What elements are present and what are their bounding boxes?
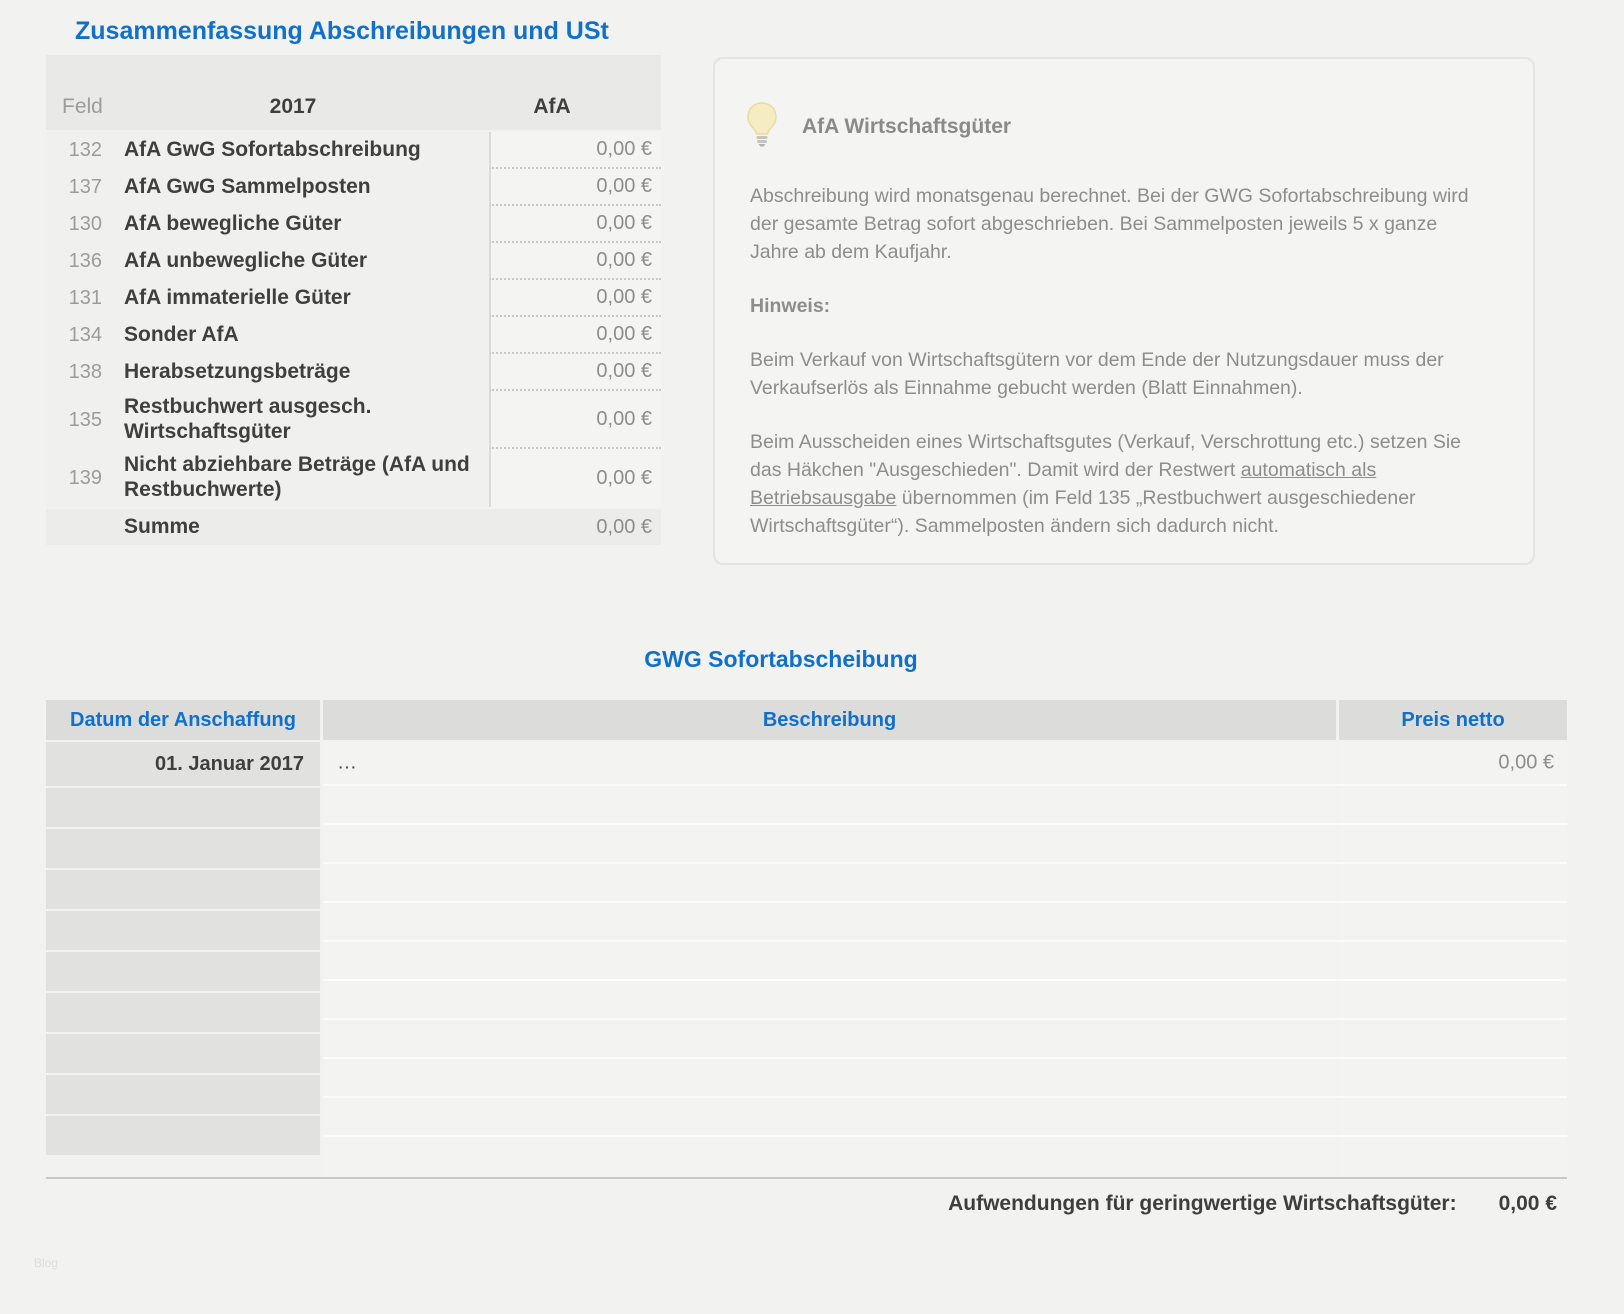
info-paragraph <box>750 428 1489 540</box>
table-row <box>46 206 661 243</box>
date-cell[interactable] <box>46 952 320 991</box>
table-row <box>323 786 1567 825</box>
column-header-year: 2017 <box>269 95 317 118</box>
gwg-description-price-column <box>323 742 1567 1137</box>
summary-table <box>46 55 661 545</box>
date-cell[interactable] <box>46 1075 320 1114</box>
table-row <box>46 243 661 280</box>
field-number: 138 <box>68 361 102 383</box>
field-number: 131 <box>68 287 102 309</box>
watermark-text: Blog <box>34 1256 59 1270</box>
column-header-price: Preis netto <box>1339 700 1567 740</box>
date-cell[interactable] <box>46 1034 320 1073</box>
table-row <box>323 903 1567 942</box>
info-paragraph-text: Beim Ausscheiden eines Wirtschaftsgutes (Verkauf, Verschrottung etc.) setzen Sie das Häkchen "Ausgeschieden". Damit wird der Restwert <box>750 431 1462 481</box>
table-row <box>323 1059 1567 1098</box>
column-header-afa: AfA <box>533 95 571 118</box>
row-label: AfA bewegliche Güter <box>124 212 342 236</box>
summary-table-body <box>46 132 661 507</box>
table-row <box>323 825 1567 864</box>
field-number: 130 <box>68 213 102 235</box>
page-title: Zusammenfassung Abschreibungen und USt <box>75 17 609 45</box>
date-cell[interactable] <box>46 829 320 868</box>
table-row <box>323 942 1567 981</box>
price-cell[interactable]: 0,00 € <box>1498 751 1554 774</box>
date-cell[interactable] <box>46 788 320 827</box>
row-label: AfA immaterielle Güter <box>124 286 351 310</box>
info-panel-title: AfA Wirtschaftsgüter <box>802 114 1012 138</box>
row-label: AfA unbewegliche Güter <box>124 249 368 273</box>
afa-value-cell[interactable]: 0,00 € <box>489 132 661 169</box>
row-label: Nicht abziehbare Beträge (AfA und Restbuchwerte) <box>124 453 470 501</box>
table-row <box>46 132 661 169</box>
field-number: 137 <box>68 176 102 198</box>
gwg-total-row <box>46 1192 1557 1216</box>
afa-value-cell[interactable]: 0,00 € <box>489 243 661 280</box>
field-number: 139 <box>68 466 102 489</box>
description-cell[interactable]: … <box>337 751 357 774</box>
date-cell[interactable] <box>46 870 320 909</box>
table-row <box>46 169 661 206</box>
row-label: AfA GwG Sofortabschreibung <box>124 138 421 162</box>
table-row <box>323 742 1567 786</box>
date-cell[interactable] <box>46 911 320 950</box>
info-paragraph-text: übernommen (im Feld 135 „Restbuchwert ausgeschiedener Wirtschaftsgüter“). Sammelposten ändern sich dadurch nicht. <box>750 487 1416 537</box>
afa-value-cell[interactable]: 0,00 € <box>489 449 661 507</box>
date-cell[interactable] <box>46 1116 320 1155</box>
field-number: 132 <box>68 139 102 161</box>
row-label: AfA GwG Sammelposten <box>124 175 371 199</box>
afa-value-cell[interactable]: 0,00 € <box>489 169 661 206</box>
gwg-table-header <box>46 700 1567 740</box>
table-row <box>323 864 1567 903</box>
afa-value-cell[interactable]: 0,00 € <box>489 391 661 449</box>
afa-value-cell[interactable]: 0,00 € <box>489 317 661 354</box>
table-row <box>323 981 1567 1020</box>
gwg-table-body <box>46 742 1567 1179</box>
underlined-phrase: automatisch als Betriebsausgabe <box>750 459 1377 509</box>
info-panel <box>713 57 1535 565</box>
column-header-feld: Feld <box>62 95 103 118</box>
row-label: Sonder AfA <box>124 323 239 347</box>
info-paragraph: Beim Verkauf von Wirtschaftsgütern vor dem Ende der Nutzungsdauer muss der Verkaufserlös als Einnahme gebucht werden (Blatt Einnahmen). <box>750 349 1444 399</box>
afa-value-cell[interactable]: 0,00 € <box>489 354 661 391</box>
table-row <box>46 449 661 507</box>
summary-total-row <box>46 509 661 545</box>
total-label: Summe <box>124 515 200 538</box>
gwg-total-value: 0,00 € <box>1498 1192 1557 1215</box>
row-label: Herabsetzungsbeträge <box>124 360 351 384</box>
date-cell[interactable] <box>46 993 320 1032</box>
field-number: 134 <box>68 324 102 346</box>
date-cell[interactable]: 01. Januar 2017 <box>46 742 320 786</box>
row-label: Restbuchwert ausgesch. Wirtschaftsgüter <box>124 395 372 443</box>
summary-table-header <box>46 55 661 130</box>
column-header-date: Datum der Anschaffung <box>46 700 320 740</box>
hinweis-label: Hinweis: <box>750 295 831 317</box>
info-panel-header <box>745 101 1533 152</box>
afa-value-cell[interactable]: 0,00 € <box>489 206 661 243</box>
gwg-section-title: GWG Sofortabscheibung <box>644 646 918 672</box>
table-row <box>323 1020 1567 1059</box>
field-number: 135 <box>68 408 102 431</box>
table-row <box>46 354 661 391</box>
table-row <box>323 1098 1567 1137</box>
field-number: 136 <box>68 250 102 272</box>
column-header-description: Beschreibung <box>323 700 1336 740</box>
afa-value-cell[interactable]: 0,00 € <box>489 280 661 317</box>
light-bulb-icon <box>745 101 779 152</box>
gwg-total-label: Aufwendungen für geringwertige Wirtschaftsgüter: <box>948 1192 1457 1215</box>
total-value: 0,00 € <box>596 515 652 538</box>
table-row <box>46 280 661 317</box>
table-row <box>46 317 661 354</box>
info-paragraph: Abschreibung wird monatsgenau berechnet. Bei der GWG Sofortabschreibung wird der gesamte Betrag sofort abgeschrieben. Bei Sammelposten jeweils 5 x ganze Jahre ab dem Kaufjahr. <box>750 185 1469 263</box>
gwg-date-column <box>46 742 320 1157</box>
table-row <box>46 391 661 449</box>
